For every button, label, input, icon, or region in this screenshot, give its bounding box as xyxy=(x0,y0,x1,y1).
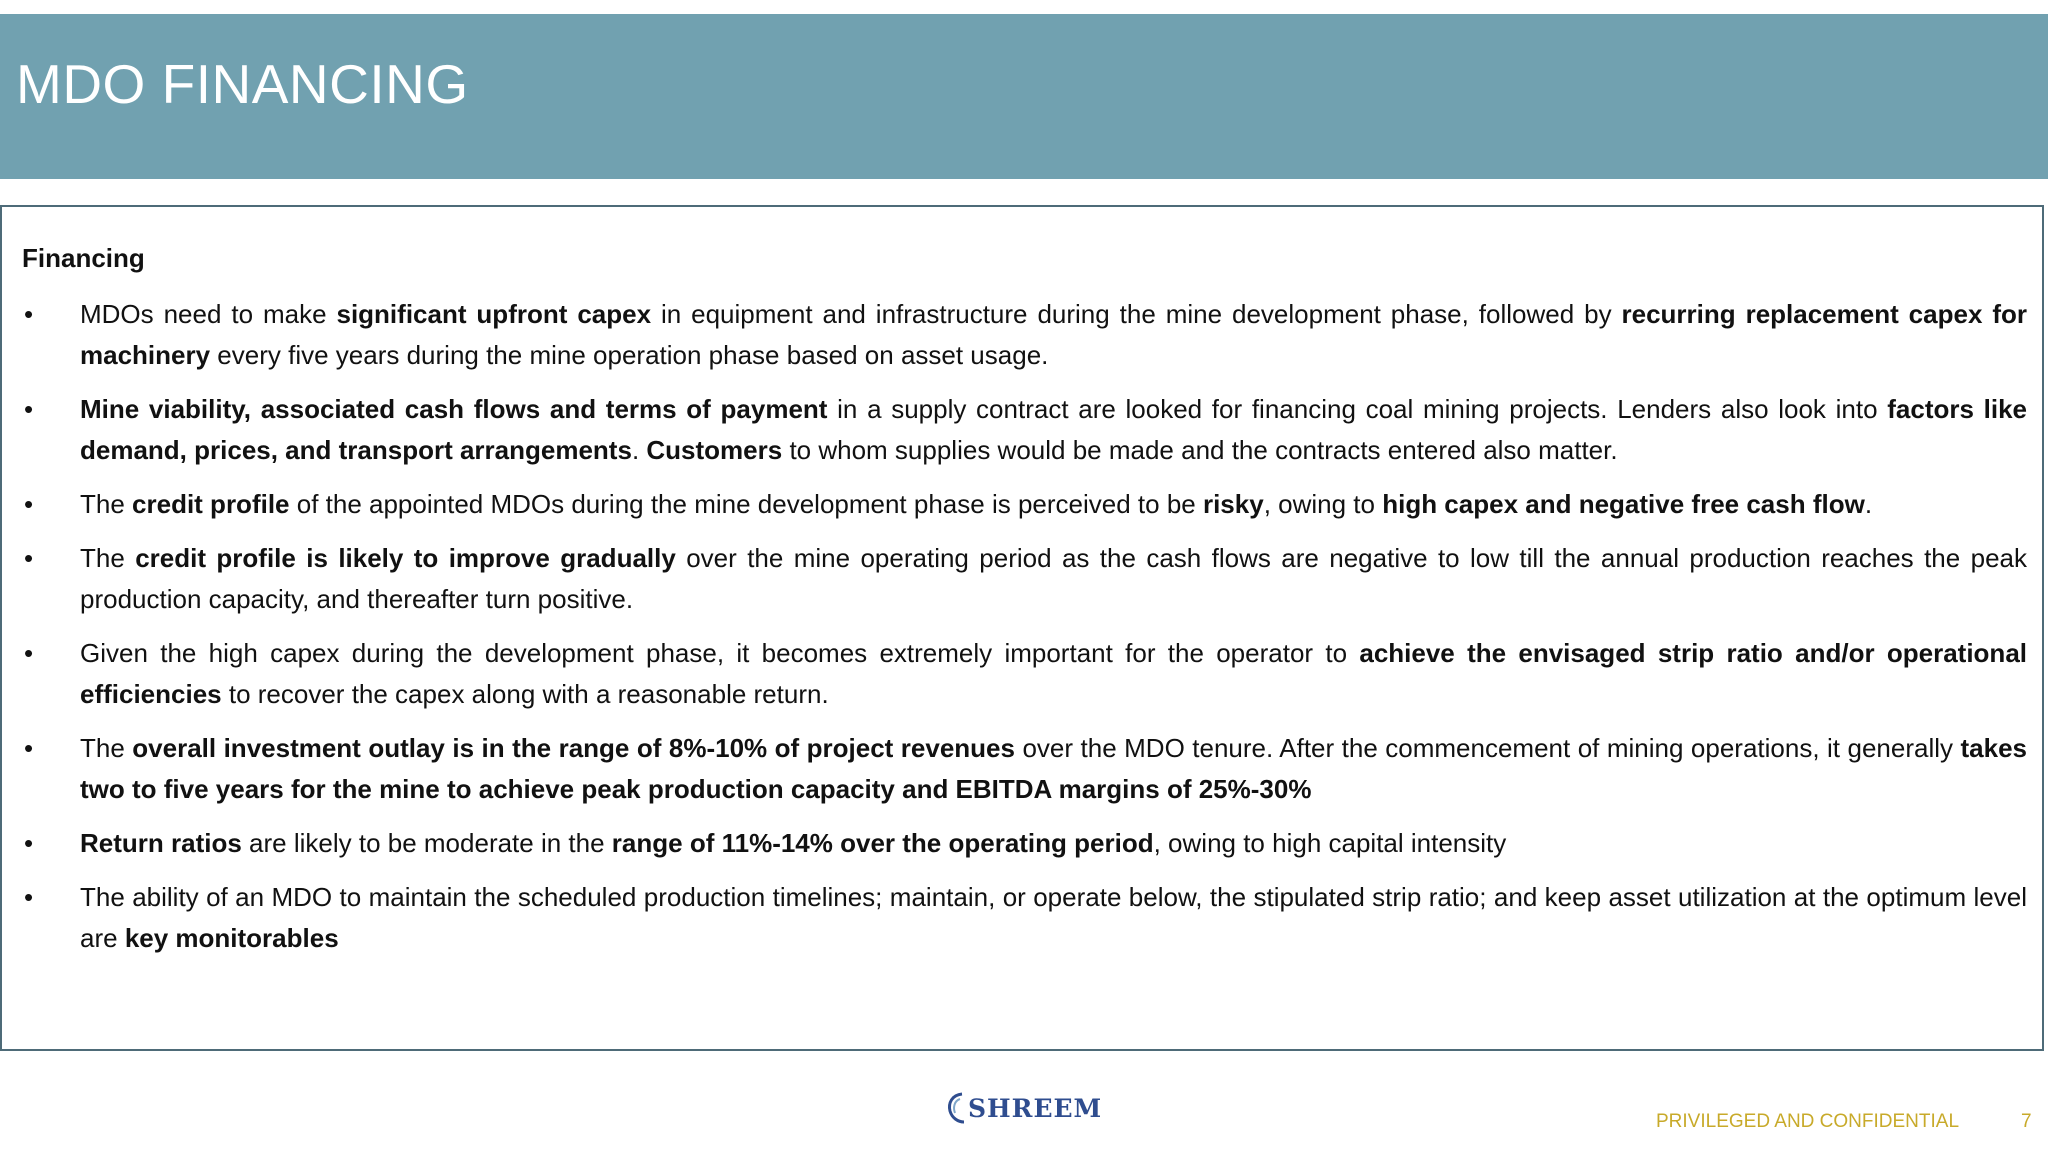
bullet-bold-text: high capex and negative free cash flow xyxy=(1382,489,1865,519)
bullet-list xyxy=(22,294,2027,972)
bullet-bold-text: range of 11%-14% over the operating period xyxy=(611,828,1154,858)
bullet-bold-text: overall investment outlay is in the range of 8%-10% of project revenues xyxy=(132,733,1015,763)
bullet-text: The ability of an MDO to maintain the scheduled production timelines; maintain, or operate below, the stipulated strip ratio; and keep asset utilization at the optimum level are xyxy=(80,882,2027,953)
bullet-dot-icon: • xyxy=(24,828,34,858)
bullet-bold-text: Return ratios xyxy=(80,828,242,858)
bullet-dot-icon: • xyxy=(24,543,34,573)
bullet-bold-text: achieve the envisaged strip ratio and/or operational efficiencies xyxy=(80,638,2027,709)
bullet-item xyxy=(22,633,2027,715)
bullet-text: The xyxy=(80,733,133,763)
bullet-bold-text: risky xyxy=(1202,489,1264,519)
bullet-text: . xyxy=(631,435,647,465)
section-heading: Financing xyxy=(22,243,145,273)
bullet-text: to recover the capex along with a reasonable return. xyxy=(221,679,829,709)
bullet-text: Given the high capex during the development phase, it becomes extremely important for the operator to xyxy=(80,638,1360,668)
logo-swoosh-icon xyxy=(946,1091,966,1125)
bullet-dot-icon: • xyxy=(24,882,34,912)
bullet-item xyxy=(22,877,2027,959)
bullet-item xyxy=(22,389,2027,471)
bullet-bold-text: credit profile xyxy=(132,489,290,519)
bullet-text: of the appointed MDOs during the mine development phase is perceived to be xyxy=(289,489,1203,519)
bullet-text: The xyxy=(80,489,133,519)
company-logo xyxy=(946,1090,1102,1126)
bullet-bold-text: factors like demand, prices, and transport arrangements xyxy=(80,394,2027,465)
bullet-text: in equipment and infrastructure during the mine development phase, followed by xyxy=(651,299,1622,329)
bullet-text: to whom supplies would be made and the contracts entered also matter. xyxy=(782,435,1618,465)
confidential-label: PRIVILEGED AND CONFIDENTIAL xyxy=(1656,1111,1960,1132)
bullet-text: The xyxy=(80,543,136,573)
bullet-item xyxy=(22,728,2027,810)
page-number: 7 xyxy=(2021,1111,2032,1132)
bullet-bold-text: significant upfront capex xyxy=(336,299,652,329)
bullet-bold-text: Mine viability, associated cash flows and terms of payment xyxy=(80,394,828,424)
bullet-dot-icon: • xyxy=(24,489,34,519)
bullet-text: over the MDO tenure. After the commencement of mining operations, it generally xyxy=(1014,733,1961,763)
bullet-text: , owing to high capital intensity xyxy=(1153,828,1507,858)
bullet-text: are likely to be moderate in the xyxy=(241,828,612,858)
bullet-text: . xyxy=(1864,489,1873,519)
slide-title: MDO FINANCING xyxy=(16,53,469,115)
bullet-text: every five years during the mine operation phase based on asset usage. xyxy=(210,340,1049,370)
bullet-item xyxy=(22,538,2027,620)
bullet-item xyxy=(22,294,2027,376)
bullet-bold-text: key monitorables xyxy=(124,923,339,953)
bullet-text: , owing to xyxy=(1263,489,1383,519)
bullet-text: in a supply contract are looked for financing coal mining projects. Lenders also look into xyxy=(827,394,1888,424)
bullet-bold-text: credit profile is likely to improve gradually xyxy=(135,543,676,573)
logo-text: SHREEM xyxy=(968,1093,1103,1123)
bullet-dot-icon: • xyxy=(24,394,34,424)
bullet-item xyxy=(22,823,2027,864)
bullet-item xyxy=(22,484,2027,525)
bullet-dot-icon: • xyxy=(24,638,34,668)
bullet-bold-text: takes two to five years for the mine to achieve peak production capacity and EBITDA margins of 25%-30% xyxy=(80,733,2027,804)
bullet-text: MDOs need to make xyxy=(80,299,337,329)
bullet-dot-icon: • xyxy=(24,733,34,763)
bullet-bold-text: recurring replacement capex for machinery xyxy=(80,299,2027,370)
bullet-text: over the mine operating period as the cash flows are negative to low till the annual production reaches the peak production capacity, and thereafter turn positive. xyxy=(80,543,2027,614)
bullet-dot-icon: • xyxy=(24,299,34,329)
bullet-bold-text: Customers xyxy=(646,435,783,465)
